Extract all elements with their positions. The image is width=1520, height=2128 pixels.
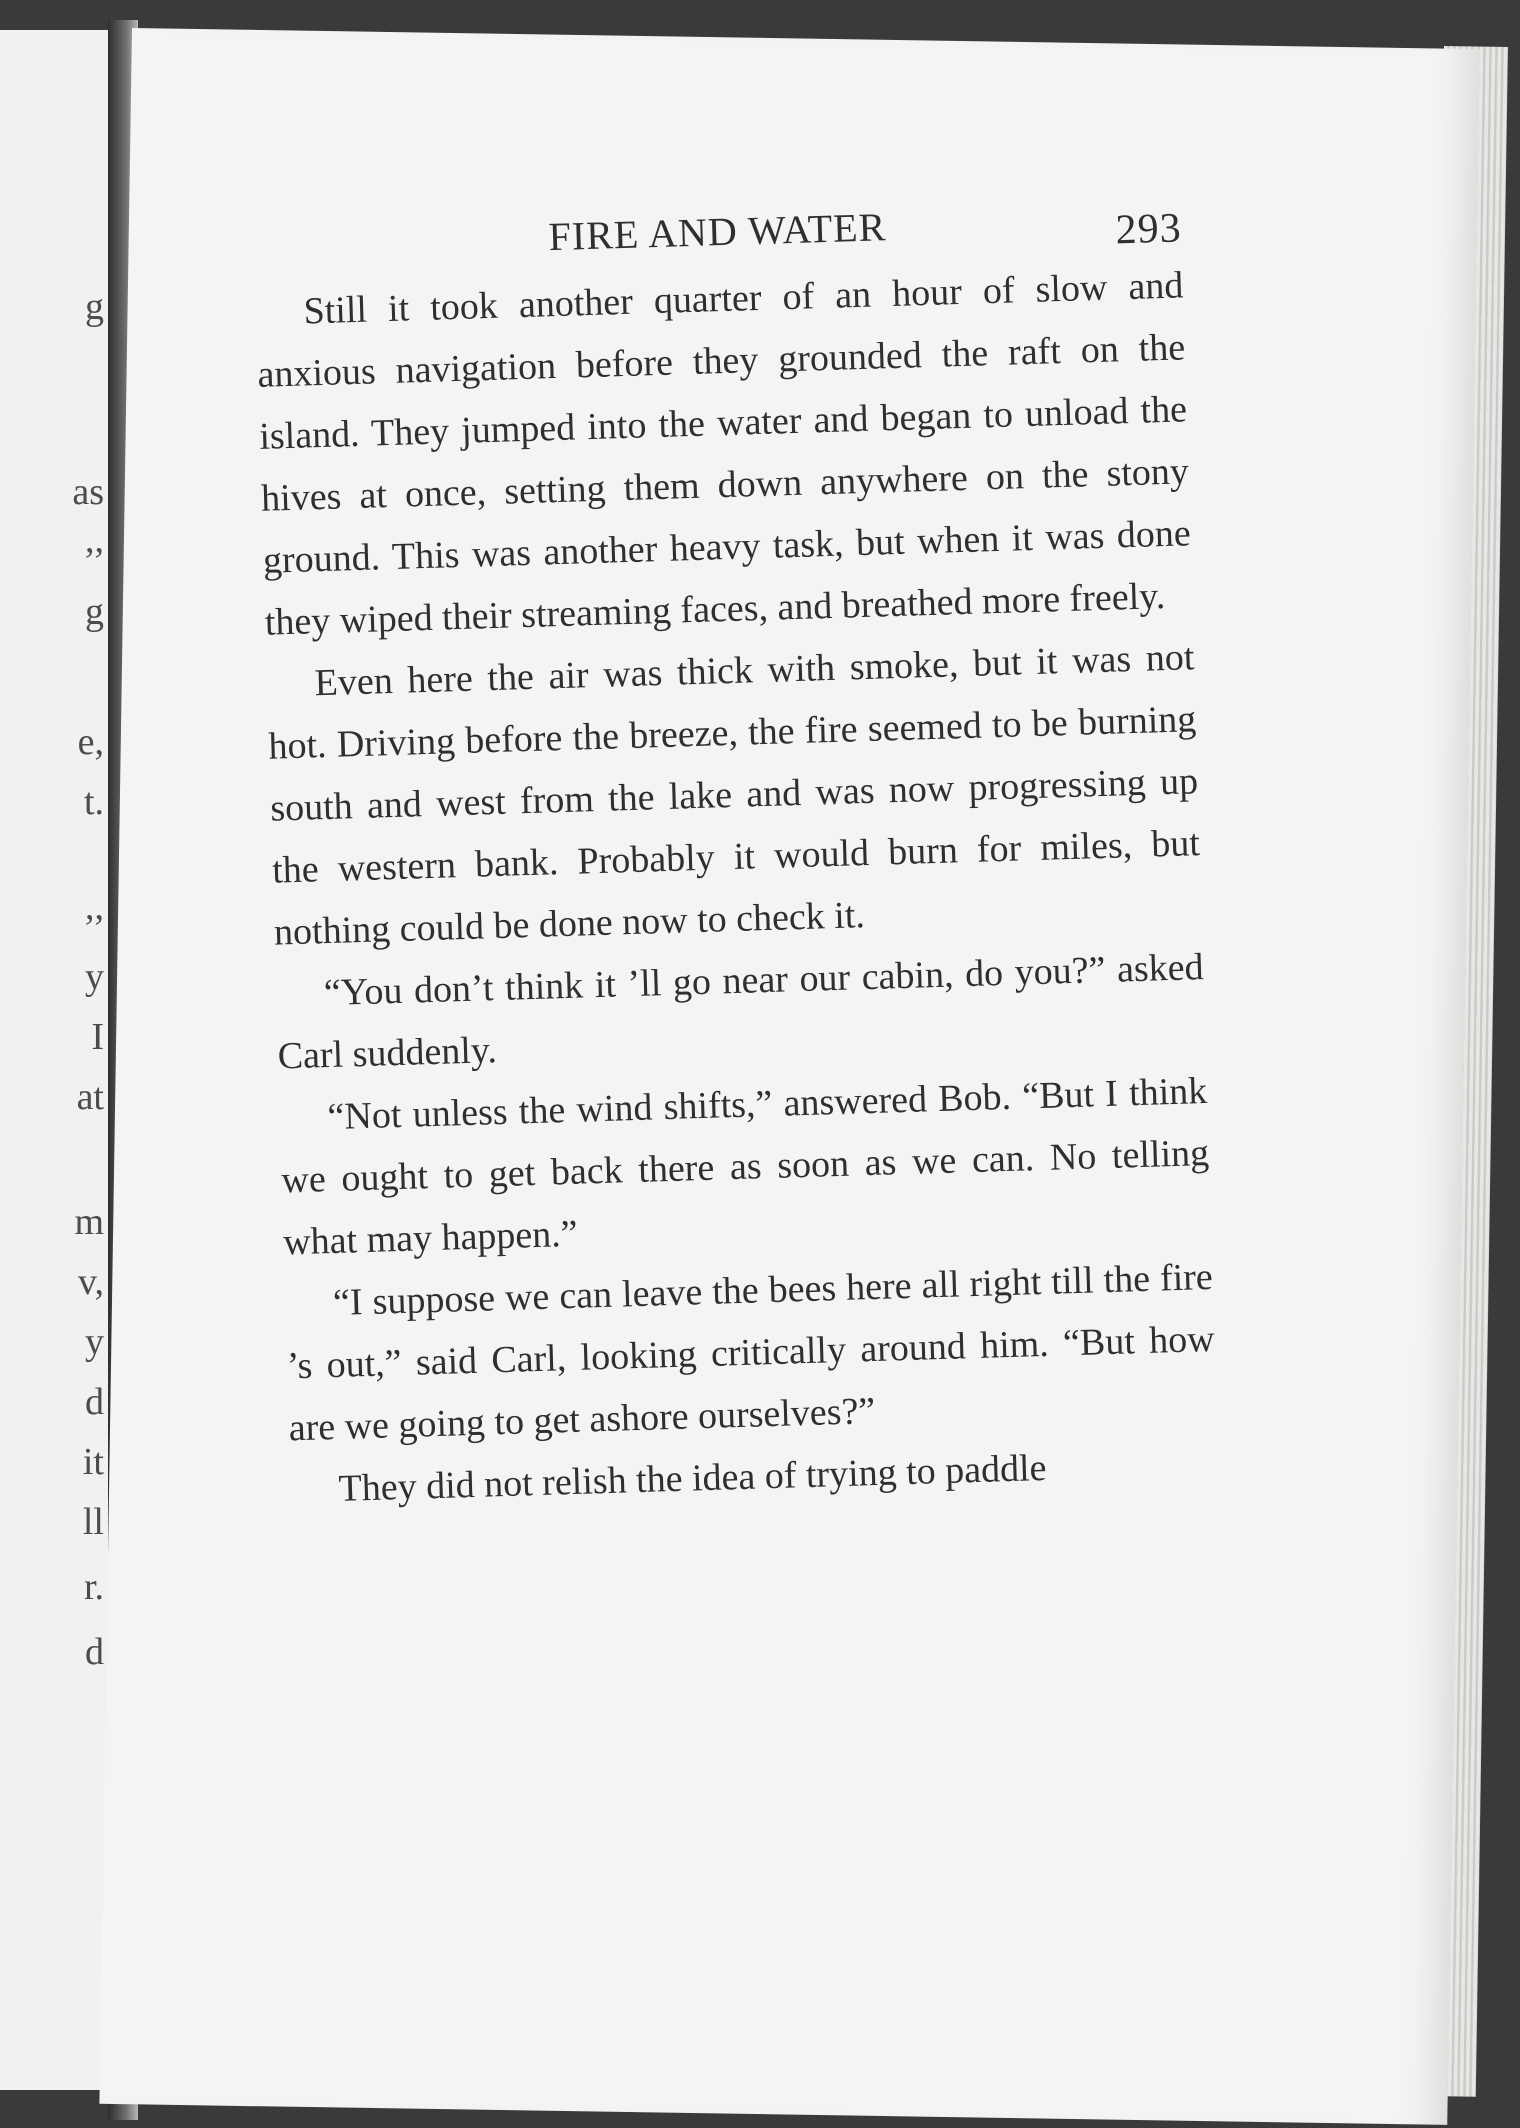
- paragraph: Still it took another quarter of an hour of slow and anxious navigation before they grounded the raft on the island. They jumped into the water and began to unload the hives at once, setting them down anywhere on the stony ground. This was another heavy task, but when it was done they wiped their streaming faces, and breathed more freely.: [256, 264, 1192, 644]
- edge-fragment: d: [85, 1631, 104, 1673]
- page-number: 293: [1114, 205, 1183, 254]
- edge-fragment: at: [76, 1076, 104, 1118]
- edge-fragment: v,: [77, 1261, 104, 1303]
- edge-fragment: e,: [77, 721, 104, 763]
- edge-fragment: g: [85, 591, 104, 633]
- edge-fragment: g: [85, 286, 104, 328]
- edge-fragment: y: [85, 1321, 104, 1363]
- paragraph: They did not relish the idea of trying to paddle: [337, 1446, 1048, 1510]
- edge-fragment: m: [74, 1201, 104, 1243]
- paragraph: “Not unless the wind shifts,” answered Bob. “But I think we ought to get back there as soon as we can. No telling what may happen.”: [280, 1070, 1210, 1264]
- edge-fragment: I: [91, 1016, 104, 1058]
- edge-fragment: ,,: [85, 886, 104, 928]
- paragraph: “I suppose we can leave the bees here all right till the fire ’s out,” said Carl, looking critically around him. “But how are we going to get ashore ourselves?”: [286, 1255, 1216, 1450]
- text-block: [253, 194, 1219, 1521]
- edge-fragment: ,,: [85, 519, 104, 561]
- chapter-running-title: FIRE AND WATER: [547, 204, 887, 260]
- edge-fragment: d: [85, 1381, 104, 1423]
- paragraph: “You don’t think it ’ll go near our cabin, do you?” asked Carl suddenly.: [277, 946, 1205, 1078]
- main-page: [99, 28, 1479, 2125]
- left-facing-page: [0, 30, 111, 2090]
- edge-fragment: r.: [83, 1566, 104, 1608]
- edge-fragment: as: [72, 471, 104, 513]
- paragraph: Even here the air was thick with smoke, but it was not hot. Driving before the breeze, the fire seemed to be burning south and west from the lake and was now progressing up the western bank. Probably it would burn for miles, but nothing could be done now to check it.: [267, 636, 1201, 954]
- edge-fragment: it: [82, 1441, 104, 1483]
- edge-fragment: y: [85, 956, 104, 998]
- edge-fragment: ll: [82, 1501, 104, 1543]
- edge-fragment: t.: [83, 781, 104, 823]
